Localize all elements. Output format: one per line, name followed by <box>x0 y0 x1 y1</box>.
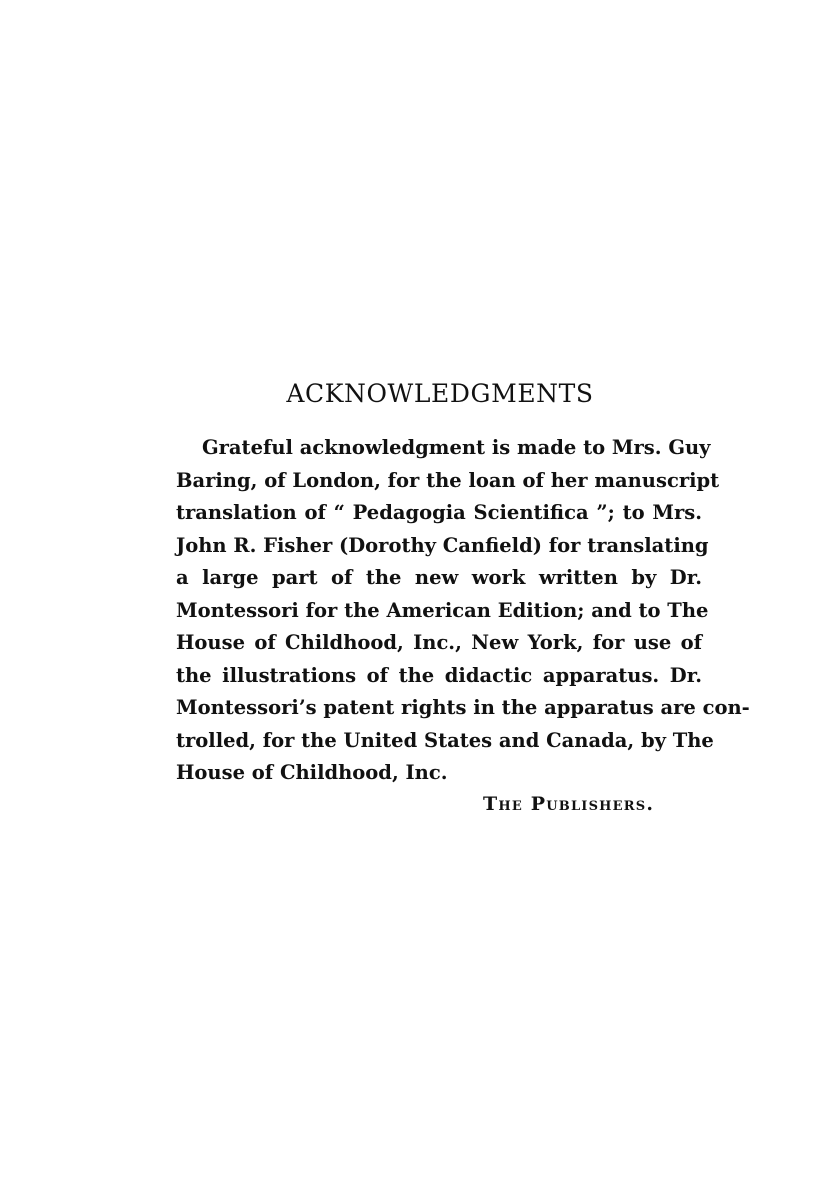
paragraph-line: John R. Fisher (Dorothy Canfield) for translating <box>176 533 709 557</box>
paragraph-line: trolled, for the United States and Canada, by The <box>176 728 714 752</box>
paragraph-line: House of Childhood, Inc. <box>176 761 448 784</box>
paragraph-line: Grateful acknowledgment is made to Mrs. Guy <box>202 436 711 459</box>
paragraph-line: Montessori for the American Edition; and to The <box>176 598 709 622</box>
paragraph-line: Baring, of London, for the loan of her manuscript <box>176 468 720 492</box>
page-heading: ACKNOWLEDGMENTS <box>286 379 594 408</box>
publisher-signature: The Publishers. <box>483 793 655 815</box>
paragraph-line: House of Childhood, Inc., New York, for use of <box>176 631 702 654</box>
paragraph-line: translation of “ Pedagogia Scientifica ”; to Mrs. <box>176 501 702 524</box>
paragraph-line: a large part of the new work written by Dr. <box>176 566 702 589</box>
acknowledgment-paragraph <box>176 432 750 790</box>
paragraph-line: Montessori’s patent rights in the apparatus are con- <box>176 696 750 719</box>
paragraph-line: the illustrations of the didactic apparatus. Dr. <box>176 663 702 687</box>
